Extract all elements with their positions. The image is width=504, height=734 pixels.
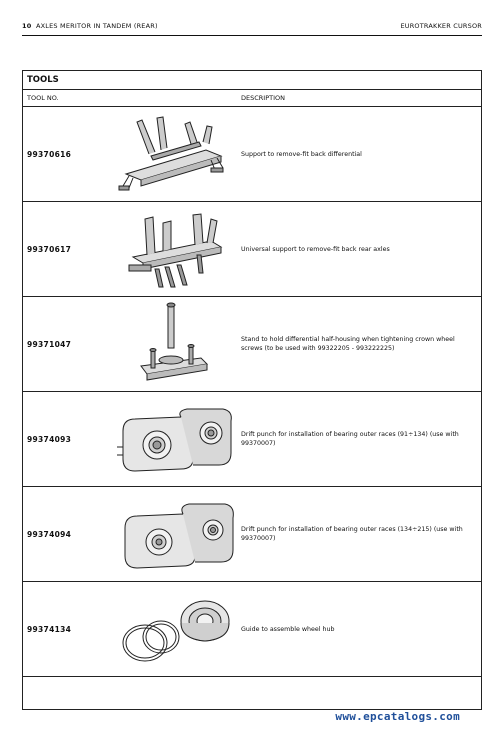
table-row [23, 582, 481, 677]
drift-punch-tool-icon [111, 492, 237, 576]
tool-code: 99374094 [27, 530, 72, 539]
tools-table [22, 70, 482, 710]
tool-code: 99374093 [27, 435, 72, 444]
tool-code: 99370617 [27, 245, 72, 254]
wheel-hub-guide-tool-icon [111, 587, 237, 671]
tool-code: 99374134 [27, 625, 72, 634]
table-row [23, 392, 481, 487]
axle-support-tool-icon [111, 207, 237, 291]
tool-code: 99371047 [27, 340, 72, 349]
header-rule [22, 35, 482, 36]
manual-title: EUROTRAKKER CURSOR [400, 22, 482, 30]
tool-code: 99370616 [27, 150, 72, 159]
drift-punch-tool-icon [111, 397, 237, 481]
tool-description: Drift punch for installation of bearing outer races (134÷215) (use with 99370007) [241, 526, 463, 542]
page-number: 10 [22, 22, 32, 30]
tool-description: Universal support to remove-fit back rear axles [241, 245, 390, 253]
column-headers [23, 90, 481, 107]
table-row [23, 487, 481, 582]
tool-description: Drift punch for installation of bearing outer races (91÷134) (use with 99370007) [241, 431, 459, 447]
column-header-description: DESCRIPTION [241, 94, 285, 102]
table-row [23, 297, 481, 392]
tool-description: Stand to hold differential half-housing when tightening crown wheel screws (to be used with 99322205 - 993222225) [241, 336, 455, 352]
tool-description: Support to remove-fit back differential [241, 150, 362, 158]
watermark-link[interactable]: www.epcatalogs.com [335, 710, 460, 723]
differential-support-tool-icon [111, 112, 237, 196]
table-row-empty [23, 677, 481, 710]
tool-description: Guide to assemble wheel hub [241, 625, 335, 633]
table-title: TOOLS [23, 71, 481, 90]
column-header-tool-no: TOOL NO. [27, 94, 59, 102]
section-title: AXLES MERITOR IN TANDEM (REAR) [36, 22, 158, 30]
half-housing-stand-tool-icon [111, 302, 237, 386]
table-row [23, 202, 481, 297]
table-row [23, 107, 481, 202]
